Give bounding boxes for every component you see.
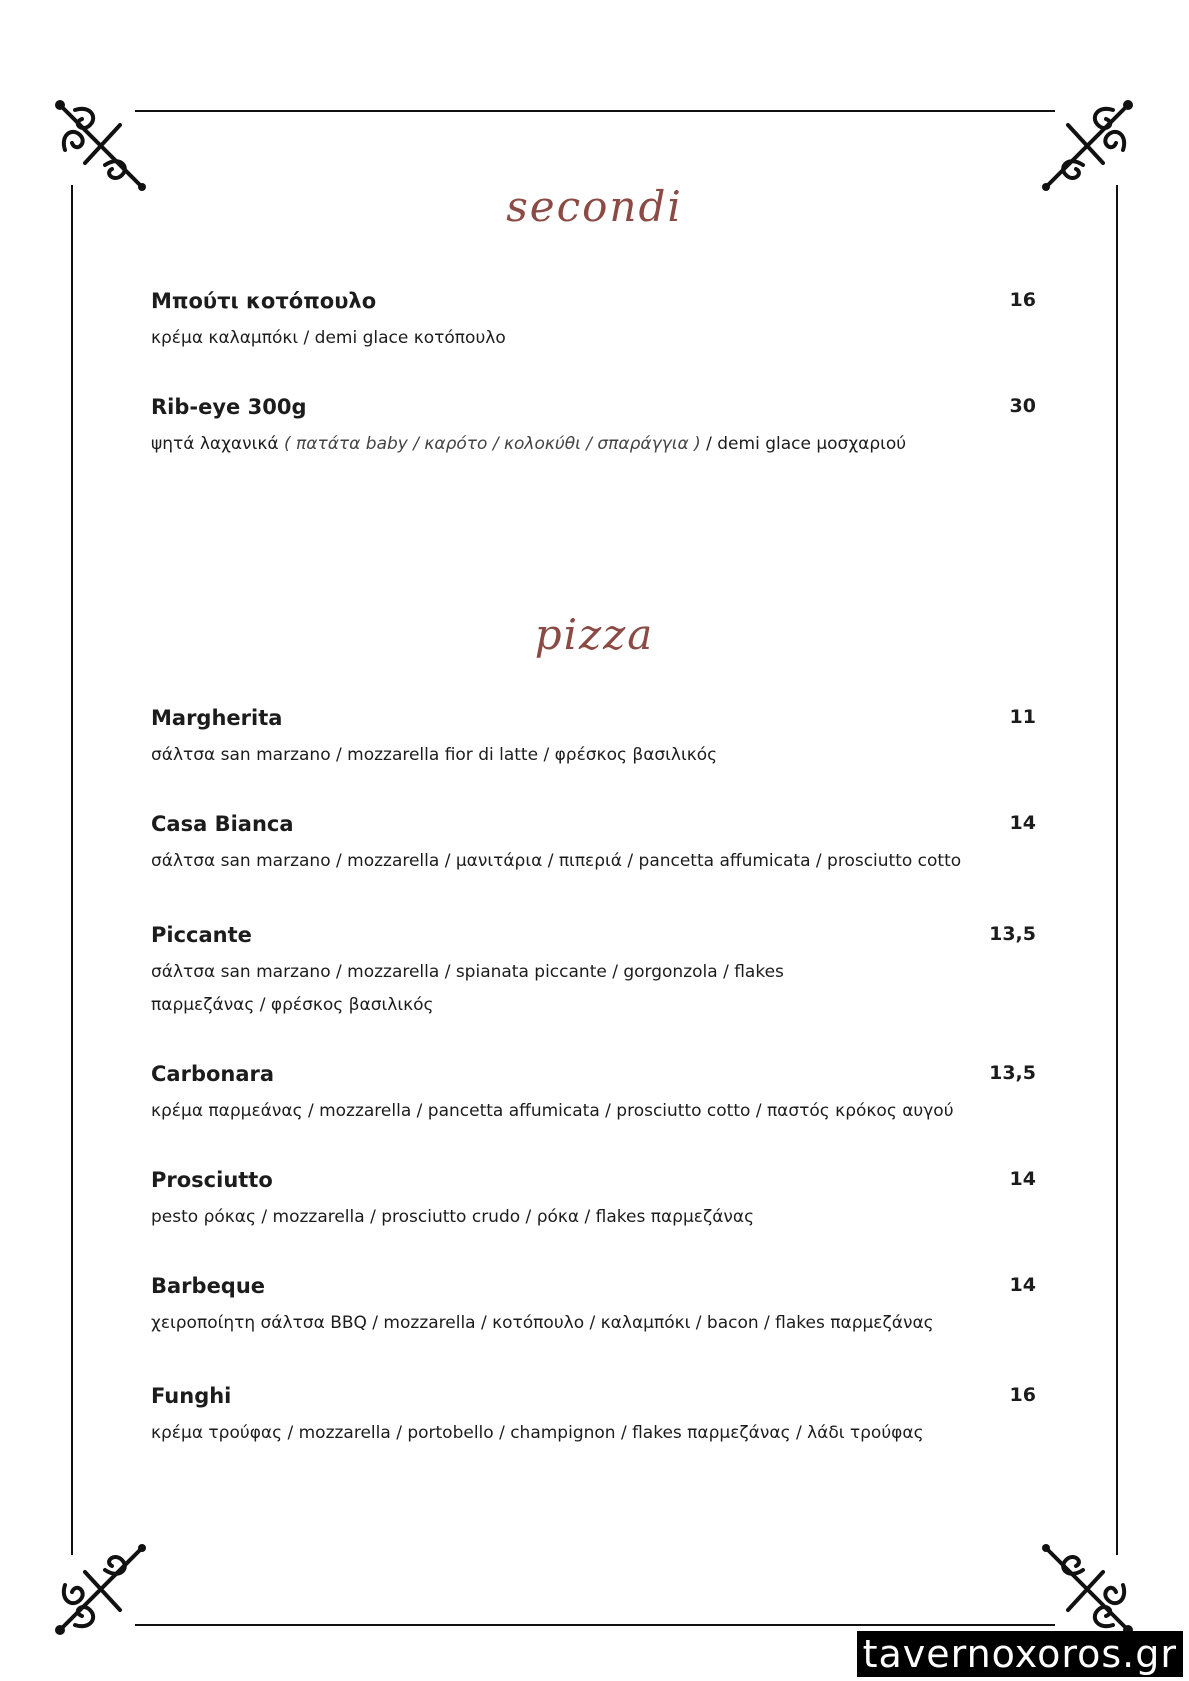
- item-description: κρέμα παρμεάνας / mozzarella / pancetta affumicata / prosciutto cotto / παστός κρόκος αυγού: [151, 1101, 954, 1121]
- flourish-corner-icon: [1038, 95, 1138, 195]
- menu-item: [151, 1168, 1036, 1234]
- item-price: 30: [1009, 395, 1036, 417]
- item-name: Rib-eye 300g: [151, 395, 307, 419]
- item-name: Piccante: [151, 923, 252, 947]
- menu-item: [151, 1274, 1036, 1340]
- section-title-pizza: pizza: [534, 610, 655, 659]
- item-description: κρέμα καλαμπόκι / demi glace κοτόπουλο: [151, 328, 506, 348]
- item-name: Carbonara: [151, 1062, 275, 1086]
- item-price: 14: [1009, 812, 1036, 834]
- flourish-corner-icon: [50, 95, 150, 195]
- item-price: 16: [1009, 289, 1036, 311]
- item-description-start: ψητά λαχανικά: [151, 434, 279, 454]
- menu-item: [151, 923, 1036, 1022]
- item-price: 14: [1009, 1168, 1036, 1190]
- item-description: χειροποίητη σάλτσα BBQ / mozzarella / κοτόπουλο / καλαμπόκι / bacon / flakes παρμεζάνας: [151, 1313, 934, 1333]
- item-description-vegetables: ( πατάτα baby / καρότο / κολοκύθι / σπαράγγια ): [284, 434, 701, 454]
- frame-left-line: [71, 185, 73, 1555]
- section-title-secondi: secondi: [506, 182, 683, 231]
- item-price: 13,5: [989, 923, 1036, 945]
- item-description: σάλτσα san marzano / mozzarella / μανιτάρια / πιπεριά / pancetta affumicata / prosciutto cotto: [151, 851, 962, 871]
- item-description: pesto ρόκας / mozzarella / prosciutto crudo / ρόκα / flakes παρμεζάνας: [151, 1207, 755, 1227]
- item-price: 14: [1009, 1274, 1036, 1296]
- menu-item: [151, 706, 1036, 772]
- site-watermark: tavernoxoros.gr: [857, 1631, 1183, 1677]
- flourish-corner-icon: [50, 1540, 150, 1640]
- menu-item: [151, 395, 1036, 461]
- item-description: σάλτσα san marzano / mozzarella fior di latte / φρέσκος βασιλικός: [151, 745, 718, 765]
- item-description-end: / demi glace μοσχαριού: [706, 434, 907, 454]
- frame-bottom-line: [135, 1624, 1055, 1626]
- item-description: σάλτσα san marzano / mozzarella / spianata piccante / gorgonzola / flakes παρμεζάνας / φρέσκος βασιλικός: [151, 962, 784, 1015]
- frame-right-line: [1116, 185, 1118, 1555]
- item-price: 13,5: [989, 1062, 1036, 1084]
- item-name: Casa Bianca: [151, 812, 294, 836]
- item-name: Margherita: [151, 706, 283, 730]
- menu-item: [151, 1062, 1036, 1128]
- item-price: 16: [1009, 1384, 1036, 1406]
- frame-top-line: [135, 110, 1055, 112]
- flourish-corner-icon: [1038, 1540, 1138, 1640]
- item-description: κρέμα τρούφας / mozzarella / portobello / champignon / flakes παρμεζάνας / λάδι τρούφας: [151, 1423, 924, 1443]
- menu-item: [151, 289, 1036, 355]
- item-name: Funghi: [151, 1384, 232, 1408]
- item-name: Prosciutto: [151, 1168, 273, 1192]
- item-description: [151, 428, 951, 461]
- item-name: Barbeque: [151, 1274, 266, 1298]
- item-name: Μπούτι κοτόπουλο: [151, 289, 377, 313]
- menu-item: [151, 1384, 1036, 1450]
- item-price: 11: [1009, 706, 1036, 728]
- menu-item: [151, 812, 1036, 878]
